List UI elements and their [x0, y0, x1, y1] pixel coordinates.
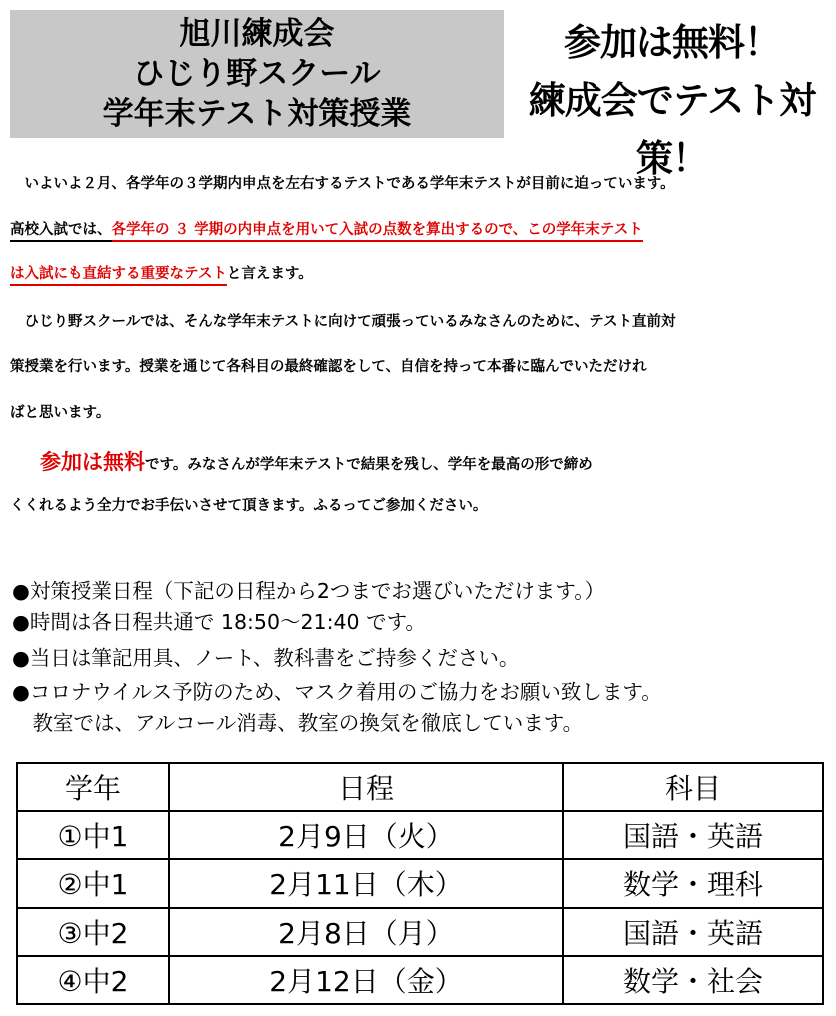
paragraph-3-line-3: ばと思います。 [10, 405, 111, 421]
title-line-3: 学年末テスト対策授業 [102, 96, 412, 132]
paragraph-4-line-1 [40, 446, 836, 476]
bullet-sanitize: 教室では、アルコール消毒、教室の換気を徹底しています。 [12, 711, 584, 735]
cell-grade: ③中2 [17, 908, 169, 956]
title-banner [10, 10, 504, 138]
headline [512, 14, 832, 188]
table-row [17, 908, 823, 956]
header-grade: 学年 [17, 763, 169, 811]
cell-subject: 国語・英語 [563, 908, 823, 956]
cell-grade: ②中1 [17, 859, 169, 907]
title-line-1: 旭川練成会 [179, 16, 335, 52]
table-row [17, 956, 823, 1004]
table-row [17, 859, 823, 907]
paragraph-2-red-1: 各学年の ３ 学期の内申点を用いて入試の点数を算出するので、この学年末テスト [112, 222, 643, 242]
bullet-schedule: ●対策授業日程（下記の日程から2つまでお選びいただけます。） [12, 579, 606, 603]
bullet-supplies: ●当日は筆記用具、ノート、教科書をご持参ください。 [12, 646, 520, 670]
cell-date: 2月8日（月） [169, 908, 563, 956]
free-emphasis: 参加は無料 [40, 450, 145, 474]
paragraph-1: いよいよ２月、各学年の３学期内申点を左右するテストである学年末テストが目前に迫っています。 [10, 176, 675, 192]
cell-subject: 国語・英語 [563, 811, 823, 859]
bullet-time: ●時間は各日程共通で 18:50～21:40 です。 [12, 610, 426, 634]
paragraph-2-tail: と言えます。 [226, 266, 313, 282]
table-row [17, 811, 823, 859]
paragraph-2-lead: 高校入試では、 [10, 222, 112, 242]
header-date: 日程 [169, 763, 563, 811]
cell-date: 2月12日（金） [169, 956, 563, 1004]
paragraph-2-red-2: は入試にも直結する重要なテスト [10, 266, 227, 286]
paragraph-3-line-1: ひじり野スクールでは、そんな学年末テストに向けて頑張っているみなさんのために、テスト直前対 [10, 314, 676, 330]
cell-grade: ④中2 [17, 956, 169, 1004]
title-line-2: ひじり野スクール [133, 56, 381, 92]
cell-date: 2月11日（木） [169, 859, 563, 907]
table-header-row [17, 763, 823, 811]
cell-subject: 数学・理科 [563, 859, 823, 907]
cell-grade: ①中1 [17, 811, 169, 859]
cell-subject: 数学・社会 [563, 956, 823, 1004]
header-subject: 科目 [563, 763, 823, 811]
bullet-mask: ●コロナウイルス予防のため、マスク着用のご協力をお願い致します。 [12, 680, 662, 704]
paragraph-4-line-2: くくれるよう全力でお手伝いさせて頂きます。ふるってご参加ください。 [10, 498, 488, 514]
headline-line-1: 参加は無料！ [564, 21, 780, 64]
paragraph-2-line-2 [10, 262, 830, 283]
paragraph-3-line-2: 策授業を行います。授業を通じて各科目の最終確認をして、自信を持って本番に臨んでいただけれ [10, 359, 647, 375]
paragraph-2-line-1 [10, 218, 830, 239]
headline-line-2: 練成会でテスト対策！ [528, 79, 816, 180]
cell-date: 2月9日（火） [169, 811, 563, 859]
schedule-table [16, 762, 824, 1005]
paragraph-4-text-1: です。みなさんが学年末テストで結果を残し、学年を最高の形で締め [145, 457, 593, 473]
